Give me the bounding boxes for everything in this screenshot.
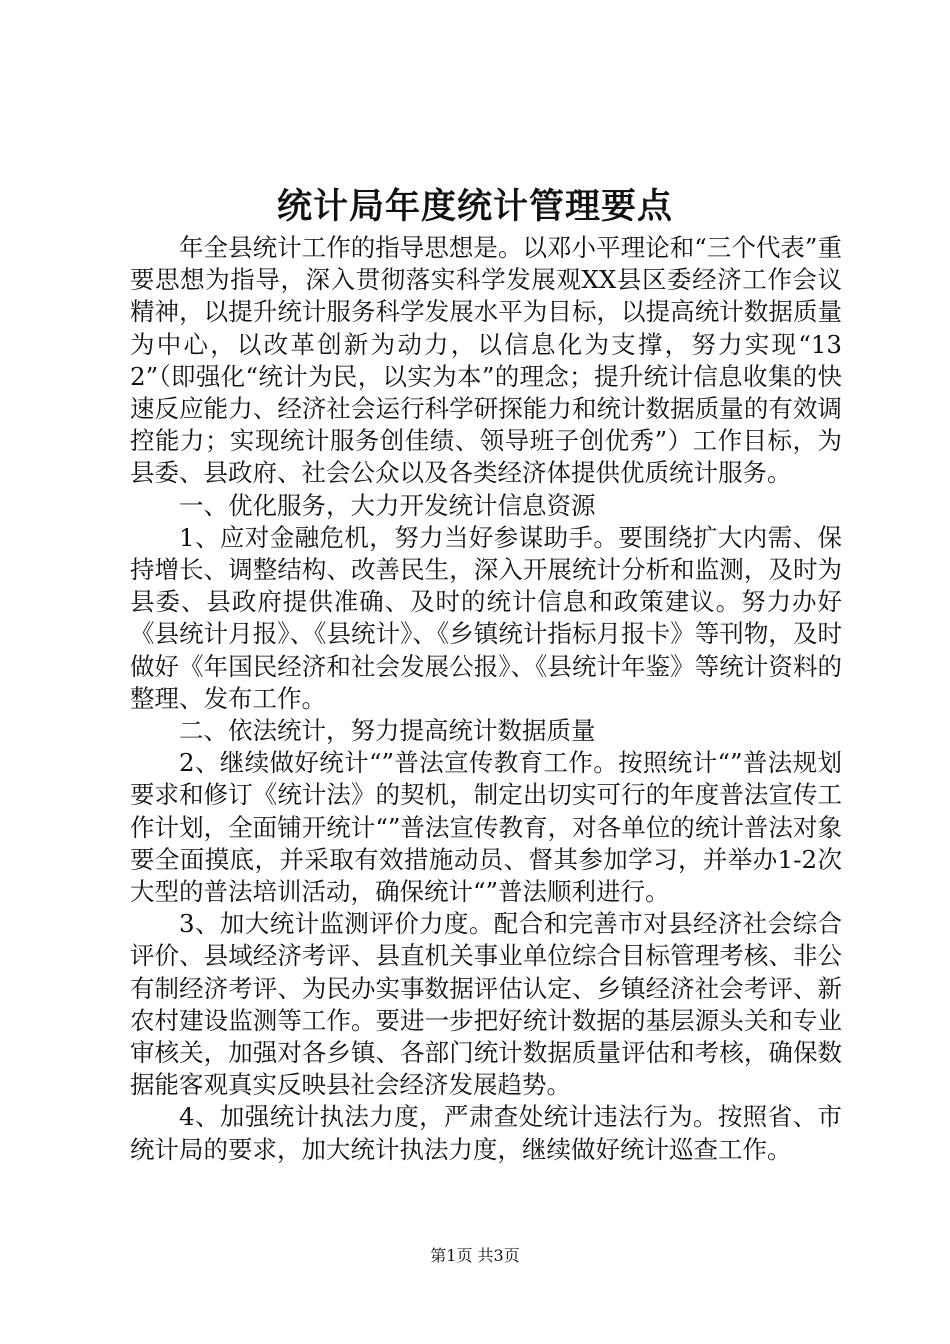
item-paragraph-4: 4、加强统计执法力度，严肃查处统计违法行为。按照省、市统计局的要求，加大统计执法力度，继续做好统计巡查工作。 [130, 1102, 842, 1164]
page-number: 第1页 共3页 [430, 1246, 520, 1265]
section-heading-2: 二、依法统计，努力提高统计数据质量 [179, 716, 596, 746]
item-paragraph-3: 3、加大统计监测评价力度。配合和完善市对县经济社会综合评价、县域经济考评、县直机关事业单位综合目标管理考核、非公有制经济考评、为民办实事数据评估认定、乡镇经济社会考评、新农村建设监测等工作。要进一步把好统计数据的基层源头关和专业审核关，加强对各乡镇、各部门统计数据质量评估和考核，确保数据能客观真实反映县社会经济发展趋势。 [130, 909, 842, 1100]
section-heading-1: 一、优化服务，大力开发统计信息资源 [179, 490, 596, 520]
item-paragraph-1: 1、应对金融危机，努力当好参谋助手。要围绕扩大内需、保持增长、调整结构、改善民生，深入开展统计分析和监测，及时为县委、县政府提供准确、及时的统计信息和政策建议。努力办好《县统计月报》、《县统计》、《乡镇统计指标月报卡》等刊物，及时做好《年国民经济和社会发展公报》、《县统计年鉴》等统计资料的整理、发布工作。 [130, 522, 842, 713]
document-body [130, 232, 842, 1166]
item-paragraph-2: 2、继续做好统计“”普法宣传教育工作。按照统计“”普法规划要求和修订《统计法》的契机，制定出切实可行的年度普法宣传工作计划，全面铺开统计“”普法宣传教育，对各单位的统计普法对象要全面摸底，并采取有效措施动员、督其参加学习，并举办1-2次大型的普法培训活动，确保统计“”普法顺利进行。 [130, 748, 842, 907]
document-title: 统计局年度统计管理要点 [276, 186, 673, 227]
intro-paragraph: 年全县统计工作的指导思想是。以邓小平理论和“三个代表”重要思想为指导，深入贯彻落实科学发展观XX县区委经济工作会议精神，以提升统计服务科学发展水平为目标，以提高统计数据质量为中心，以改革创新为动力，以信息化为支撑，努力实现“132”（即强化“统计为民，以实为本”的理念；提升统计信息收集的快速反应能力、经济社会运行科学研探能力和统计数据质量的有效调控能力；实现统计服务创佳绩、领导班子创优秀”）工作目标，为县委、县政府、社会公众以及各类经济体提供优质统计服务。 [130, 233, 842, 488]
